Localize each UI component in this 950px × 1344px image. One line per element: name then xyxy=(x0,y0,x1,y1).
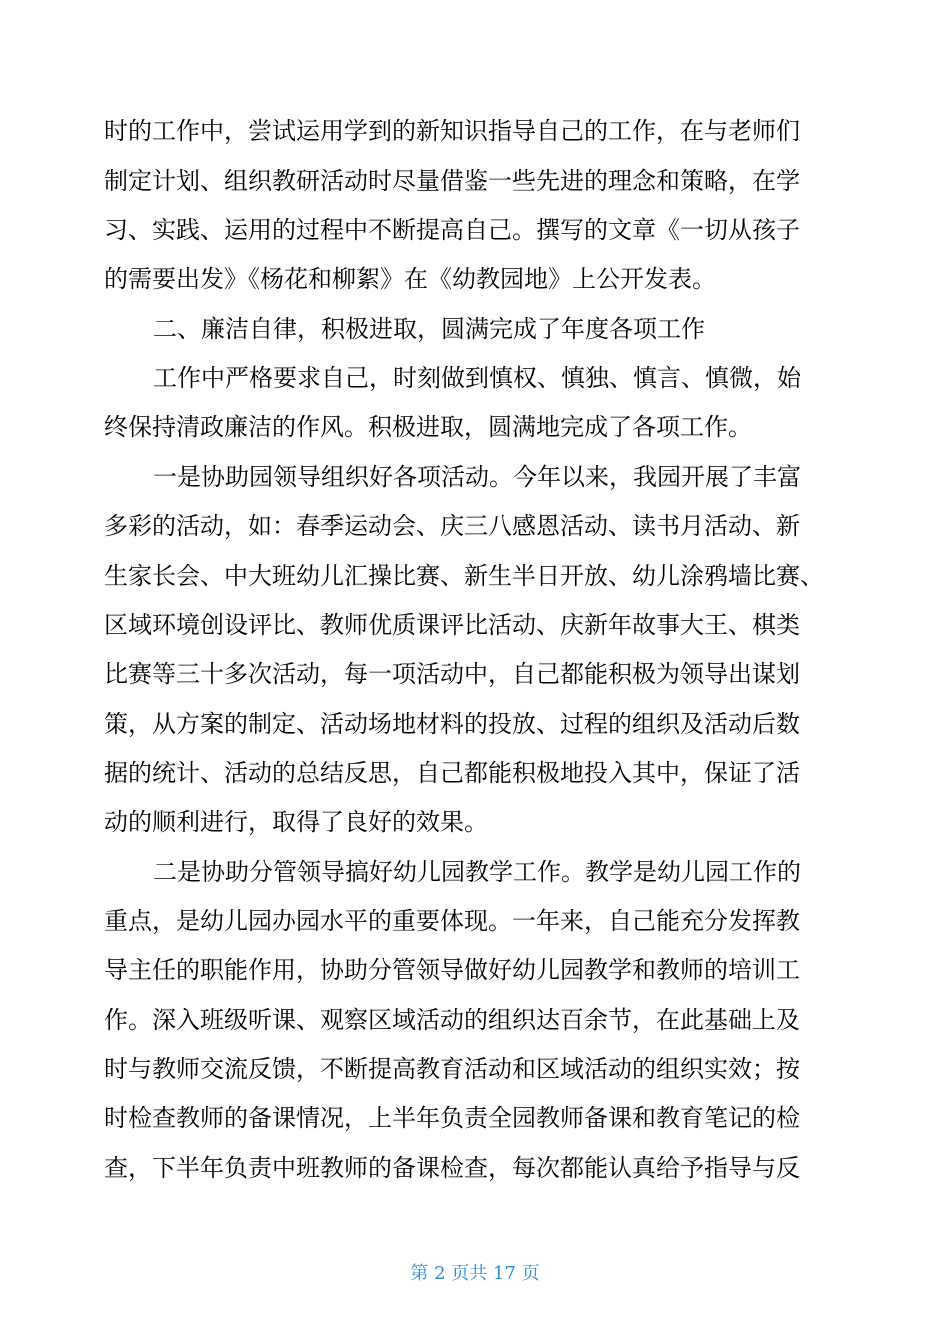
paragraph-4-line-2: 多彩的活动，如：春季运动会、庆三八感恩活动、读书月活动、新 xyxy=(104,512,800,540)
paragraph-5-line-6: 时检查教师的备课情况，上半年负责全园教师备课和教育笔记的检 xyxy=(104,1104,800,1132)
paragraph-4-line-1: 一是协助园领导组织好各项活动。今年以来，我园开展了丰富 xyxy=(153,463,801,491)
paragraph-5-line-1: 二是协助分管领导搞好幼儿园教学工作。教学是幼儿园工作的 xyxy=(153,858,801,886)
section-heading: 二、廉洁自律，积极进取，圆满完成了年度各项工作 xyxy=(153,315,705,343)
paragraph-1-line-3: 习、实践、运用的过程中不断提高自己。撰写的文章《一切从孩子 xyxy=(104,216,800,244)
paragraph-5-line-2: 重点，是幼儿园办园水平的重要体现。一年来，自己能充分发挥教 xyxy=(104,907,800,935)
paragraph-1-line-4: 的需要出发》《杨花和柳絮》在《幼教园地》上公开发表。 xyxy=(104,265,716,293)
paragraph-1-line-2: 制定计划、组织教研活动时尽量借鉴一些先进的理念和策略，在学 xyxy=(104,167,800,195)
paragraph-4-line-4: 区域环境创设评比、教师优质课评比活动、庆新年故事大王、棋类 xyxy=(104,611,800,639)
paragraph-5-line-4: 作。深入班级听课、观察区域活动的组织达百余节，在此基础上及 xyxy=(104,1006,800,1034)
paragraph-3-line-1: 工作中严格要求自己，时刻做到慎权、慎独、慎言、慎微，始 xyxy=(153,364,801,392)
paragraph-5-line-7: 查，下半年负责中班教师的备课检查，每次都能认真给予指导与反 xyxy=(104,1154,800,1182)
paragraph-5-line-3: 导主任的职能作用，协助分管领导做好幼儿园教学和教师的培训工 xyxy=(104,956,800,984)
paragraph-1-line-1: 时的工作中，尝试运用学到的新知识指导自己的工作，在与老师们 xyxy=(104,117,800,145)
paragraph-4-line-3: 生家长会、中大班幼儿汇操比赛、新生半日开放、幼儿涂鸦墙比赛、 xyxy=(104,562,824,590)
paragraph-5-line-5: 时与教师交流反馈，不断提高教育活动和区域活动的组织实效；按 xyxy=(104,1055,800,1083)
page-number-footer: 第 2 页共 17 页 xyxy=(410,1263,540,1284)
paragraph-4-line-5: 比赛等三十多次活动，每一项活动中，自己都能积极为领导出谋划 xyxy=(104,660,800,688)
paragraph-4-line-7: 据的统计、活动的总结反思，自己都能积极地投入其中，保证了活 xyxy=(104,759,800,787)
paragraph-4-line-8: 动的顺利进行，取得了良好的效果。 xyxy=(104,808,488,836)
paragraph-3-line-2: 终保持清政廉洁的作风。积极进取，圆满地完成了各项工作。 xyxy=(104,413,752,441)
paragraph-4-line-6: 策，从方案的制定、活动场地材料的投放、过程的组织及活动后数 xyxy=(104,710,800,738)
